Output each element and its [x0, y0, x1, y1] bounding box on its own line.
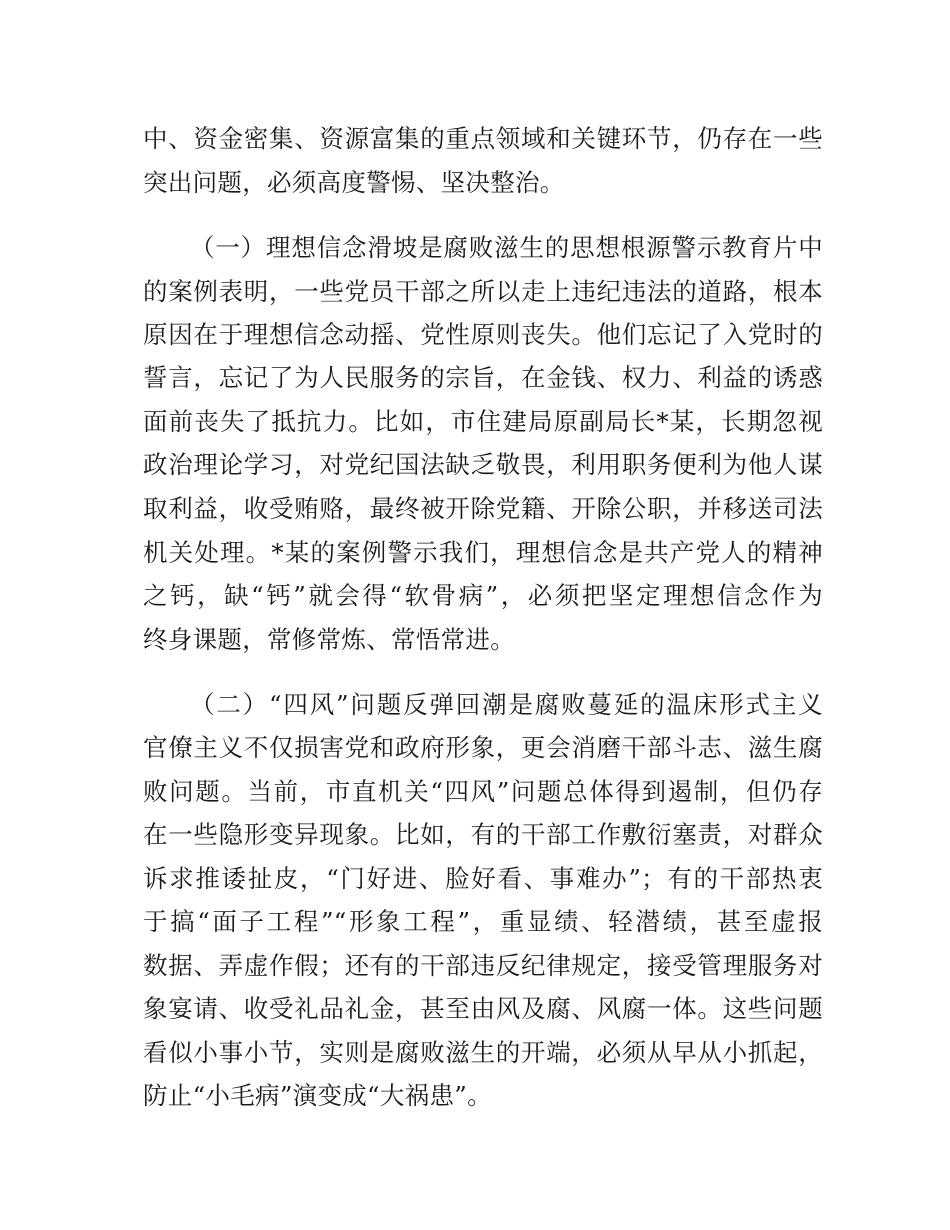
text-line: 的案例表明，一些党员干部之所以走上违纪违法的道路，根本 — [143, 277, 823, 306]
text-line: 中、资金密集、资源富集的重点领域和关键环节，仍存在一些 — [143, 124, 823, 153]
text-line: 防止“小毛病”演变成“大祸患”。 — [143, 1081, 492, 1110]
text-line: 面前丧失了抵抗力。比如，市住建局原副局长*某，长期忽视 — [143, 407, 823, 436]
text-line: 政治理论学习，对党纪国法缺乏敬畏，利用职务便利为他人谋 — [143, 450, 823, 479]
text-line: 官僚主义不仅损害党和政府形象，更会消磨干部斗志、滋生腐 — [143, 733, 823, 762]
text-line: 数据、弄虚作假；还有的干部违反纪律规定，接受管理服务对 — [143, 951, 823, 980]
text-line: 于搞“面子工程”“形象工程”，重显绩、轻潜绩，甚至虚报 — [143, 907, 823, 936]
text-line: 原因在于理想信念动摇、党性原则丧失。他们忘记了入党时的 — [143, 320, 823, 349]
text-line: 誓言，忘记了为人民服务的宗旨，在金钱、权力、利益的诱惑 — [143, 363, 823, 392]
paragraph-1-heading-line: （一）理想信念滑坡是腐败滋生的思想根源警示教育片中 — [190, 233, 823, 262]
paragraph-2-heading-line: （二）“四风”问题反弹回潮是腐败蔓延的温床形式主义 — [190, 690, 823, 719]
text-line: 之钙，缺“钙”就会得“软骨病”，必须把坚定理想信念作为 — [143, 581, 823, 610]
text-line: 突出问题，必须高度警惕、坚决整治。 — [143, 168, 565, 197]
text-line: 取利益，收受贿赂，最终被开除党籍、开除公职，并移送司法 — [143, 494, 823, 523]
text-line: 机关处理。*某的案例警示我们，理想信念是共产党人的精神 — [143, 538, 823, 567]
text-line: 看似小事小节，实则是腐败滋生的开端，必须从早从小抓起， — [143, 1038, 823, 1067]
text-line: 终身课题，常修常炼、常悟常进。 — [143, 625, 515, 654]
text-line: 象宴请、收受礼品礼金，甚至由风及腐、风腐一体。这些问题 — [143, 994, 823, 1023]
text-line: 败问题。当前，市直机关“四风”问题总体得到遏制，但仍存 — [143, 777, 823, 806]
text-line: 在一些隐形变异现象。比如，有的干部工作敷衍塞责，对群众 — [143, 820, 823, 849]
text-line: 诉求推诿扯皮，“门好进、脸好看、事难办”；有的干部热衷 — [143, 864, 823, 893]
